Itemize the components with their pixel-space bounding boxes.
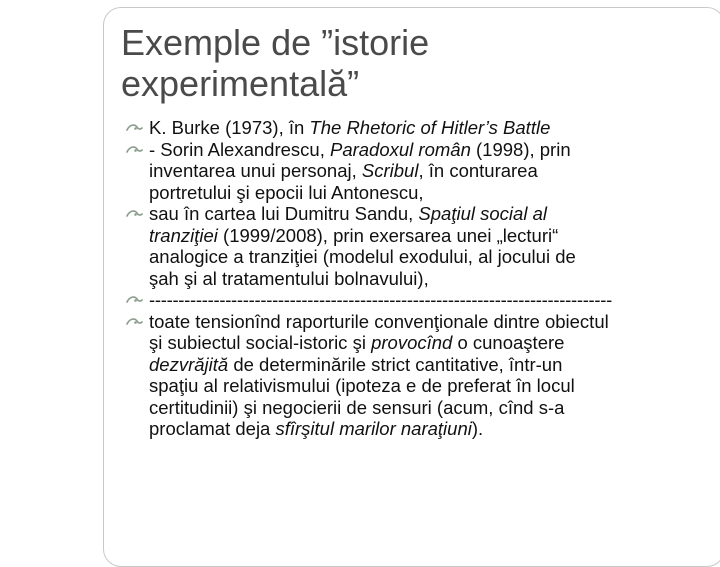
text-run: şi subiectul social-istoric şi: [149, 332, 372, 353]
text-run: sau în cartea lui Dumitru Sandu,: [149, 203, 419, 224]
text-run: K. Burke (1973), în: [149, 117, 310, 138]
italic-text: provocînd: [371, 332, 453, 353]
italic-text: The Rhetoric of Hitler’s Battle: [309, 117, 551, 138]
title-line: experimentală”: [121, 63, 360, 104]
bullet-line: [149, 225, 712, 247]
curl-bullet-icon: [126, 209, 143, 219]
italic-text: tranziţiei: [149, 224, 218, 246]
title-line: Exemple de ”istorie: [121, 22, 430, 63]
bullet-line: [149, 311, 712, 333]
bullet-line: [149, 203, 712, 225]
text-run: , în conturarea: [418, 160, 538, 181]
text-run: ).: [471, 418, 484, 439]
italic-text: sfîrşitul marilor naraţiuni: [275, 418, 472, 439]
bullet-list: [0, 117, 720, 440]
bullet-line: [149, 354, 712, 376]
text-run: certitudinii) şi negocierii de sensuri (acum, cînd s-a: [149, 396, 565, 418]
text-run: - Sorin Alexandrescu,: [149, 138, 330, 160]
text-run: o cunoaştere: [452, 332, 565, 353]
bullet-line: [149, 375, 712, 397]
bullet-line: [149, 397, 712, 419]
italic-text: Paradoxul român: [329, 138, 471, 160]
bullet-line: [149, 268, 712, 290]
bullet-item: [0, 311, 720, 440]
bullet-line: [149, 418, 712, 440]
bullet-line: [149, 332, 712, 354]
text-run: toate tensionînd raporturile convenţionale dintre obiectul: [149, 310, 609, 332]
text-run: proclamat deja: [149, 418, 276, 439]
bullet-item: [0, 117, 720, 139]
text-run: (1998), prin: [470, 138, 571, 160]
bullet-item: [0, 139, 720, 204]
curl-bullet-icon: [126, 123, 143, 133]
bullet-line: [149, 139, 712, 161]
bullet-line: [149, 117, 712, 139]
curl-bullet-icon: [126, 145, 143, 155]
text-run: analogice a tranziţiei (modelul exodului, al jocului de: [149, 246, 576, 267]
text-run: (1999/2008), prin exersarea unei „lecturi“: [217, 224, 559, 246]
bullet-line: [149, 160, 712, 182]
italic-text: Spaţiul social al: [418, 203, 547, 224]
bullet-line: [149, 182, 712, 204]
bullet-line: [149, 246, 712, 268]
text-run: spaţiu al relativismului (ipoteza e de preferat în locul: [149, 375, 575, 396]
text-run: şah şi al tratamentului bolnavului),: [149, 267, 429, 289]
text-run: portretului şi epocii lui Antonescu,: [149, 181, 424, 203]
bullet-item: [0, 289, 720, 311]
bullet-item: [0, 203, 720, 289]
text-run: inventarea unui personaj,: [149, 160, 362, 181]
italic-text: dezvrăjită: [149, 353, 229, 375]
italic-text: Scribul: [361, 160, 419, 181]
curl-bullet-icon: [126, 317, 143, 327]
text-run: de determinările strict cantitative, într-un: [228, 353, 563, 375]
curl-bullet-icon: [126, 295, 143, 305]
separator-dashes: -------------------------------------------------------------------------------: [149, 289, 612, 310]
slide-title: [121, 22, 621, 104]
